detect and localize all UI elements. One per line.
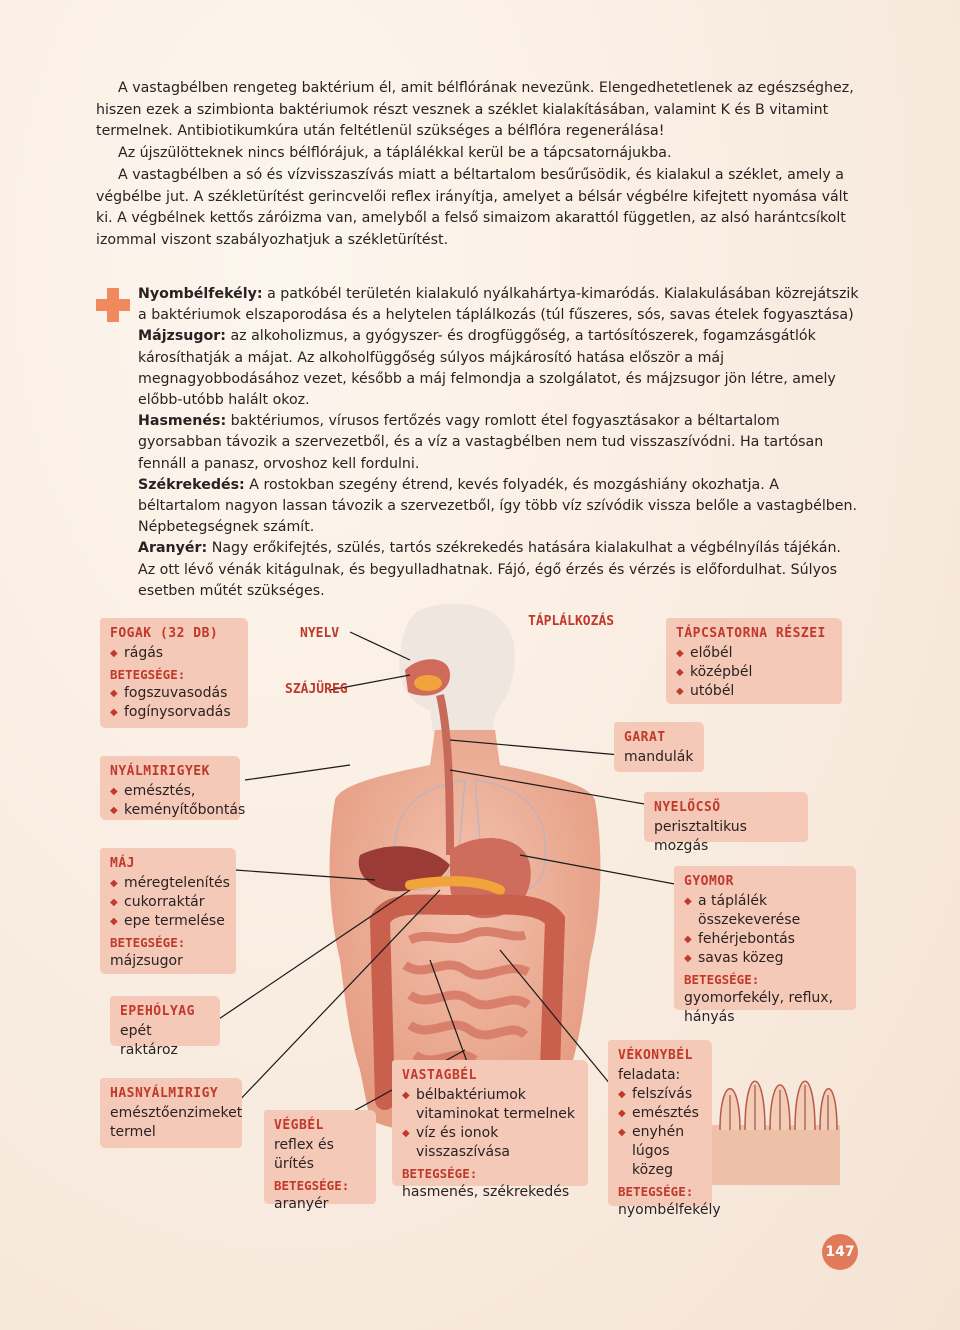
box-title: VÉKONYBÉL: [618, 1048, 693, 1063]
box-text: epét raktároz: [120, 1023, 178, 1058]
list-item: ◆ rágás: [110, 644, 238, 663]
box-title: HASNYÁLMIRIGY: [110, 1086, 219, 1101]
list-item: ◆ víz és ionok visszaszívása: [402, 1124, 578, 1162]
health-text: a patkóbél területén kialakuló nyálkahártya-kimaródás. Kialakulásában közrejátszik a baktériumok elszaporodása és a helytelen táplálkozás (túl fűszeres, sós, savas ételek fogyasztása): [138, 286, 859, 324]
box-title: GYOMOR: [684, 874, 734, 889]
box-text: aranyér: [274, 1196, 329, 1212]
box-text: mandulák: [624, 749, 694, 765]
list-item: ◆ felszívás: [618, 1085, 702, 1104]
intro-paragraph-2: Az újszülötteknek nincs bélflórájuk, a táplálékkal kerül be a tápcsatornájukba.: [118, 145, 672, 162]
health-text: A rostokban szegény étrend, kevés folyadék, és mozgáshiány okozhatja. A béltartalom nagyon lassan távozik a szervezetből, így több víz szívódik vissza belőle a vastagbélben. Népbetegségnek számít.: [138, 476, 858, 536]
box-garat: [614, 722, 704, 772]
box-text: perisztaltikus mozgás: [654, 819, 747, 854]
box-title: EPEHÓLYAG: [120, 1004, 195, 1019]
health-entry: [138, 284, 862, 326]
intro-text: [96, 78, 864, 252]
box-title: GARAT: [624, 730, 666, 745]
label-szajureg: SZÁJÜREG: [285, 682, 348, 697]
list-item: ◆ bélbaktériumok: [402, 1086, 578, 1105]
list-item: ◆ savas közeg: [684, 949, 846, 968]
label-nyelv: NYELV: [300, 626, 340, 641]
health-entry: [138, 538, 862, 602]
list-item: ◆ fogszuvasodás: [110, 684, 238, 703]
list-item: ◆ középbél: [676, 663, 832, 682]
box-title: TÁPCSATORNA RÉSZEI: [676, 626, 826, 641]
box-text: májzsugor: [110, 953, 183, 969]
health-term: Hasmenés:: [138, 413, 227, 430]
health-text: az alkoholizmus, a gyógyszer- és drogfüggőség, a tartósítószerek, fogamzásgátlók károsíthatják a májat. Az alkoholfüggőség súlyos májkárosító hatása először a máj megnagyobbodásához vezet, később a máj felmondja a szolgálatot, és májzsugor jön létre, amely előbb-utóbb halált okoz.: [138, 328, 836, 409]
health-entry: [138, 326, 862, 411]
box-tapcsatorna: [666, 618, 842, 704]
label-taplalkozas: TÁPLÁLKOZÁS: [528, 614, 615, 629]
box-subtitle: BETEGSÉGE:: [274, 1178, 350, 1193]
box-subtitle: BETEGSÉGE:: [684, 972, 760, 987]
box-epeholyag: [110, 996, 220, 1058]
health-text: baktériumos, vírusos fertőzés vagy romlott étel fogyasztásakor a béltartalom gyorsabban távozik a szervezetből, és a víz a vastagbélben nem tud visszaszívódni. Ha tartósan fennáll a panasz, orvoshoz kell fordulni.: [138, 413, 824, 472]
box-hasnyalmirigy: [100, 1078, 242, 1148]
box-title: MÁJ: [110, 856, 135, 871]
list-item: ◆ utóbél: [676, 682, 832, 701]
intro-paragraph-1: A vastagbélben rengeteg baktérium él, amit bélflórának nevezünk. Elengedhetetlenek az egészséghez, hiszen ezek a szimbionta baktériumok részt vesznek a széklet kialakításában, valamint K és B vitamint termelnek. Antibiotikumkúra után feltétlenül szükséges a bélflóra regenerálása!: [96, 80, 854, 140]
box-text: emésztőenzimeket: [110, 1105, 243, 1121]
list-item: ◆ keményítőbontás: [110, 801, 230, 820]
box-nyalmirigyek: [100, 756, 246, 820]
list-item: ◆ előbél: [676, 644, 832, 663]
health-section: [138, 284, 862, 602]
health-term: Májzsugor:: [138, 328, 226, 345]
box-title: NYELŐCSŐ: [654, 800, 721, 815]
health-text: Nagy erőkifejtés, szülés, tartós székrekedés hatására kialakulhat a végbélnyílás tájékán. Az ott lévő vénák kitágulnak, és begyulladhatnak. Fájó, égő érzés és vérzés is előfordulhat. Súlyos esetben műtét szükséges.: [138, 540, 841, 599]
box-text: hasmenés, székrekedés: [402, 1184, 570, 1200]
box-text: nyombélfekély: [618, 1202, 721, 1218]
health-term: Aranyér:: [138, 540, 208, 557]
health-cross-icon: [96, 288, 130, 322]
list-item: ◆ emésztés: [618, 1104, 702, 1123]
box-vastagbel: [392, 1060, 588, 1200]
box-text: reflex és ürítés: [274, 1137, 334, 1172]
intro-paragraph-3: A vastagbélben a só és vízvisszaszívás miatt a béltartalom besűrűsödik, és kialakul a széklet, amely a végbélbe jut. A székletürítést gerincvelői reflex irányítja, amelyet a bélsár végbélre kifejtett nyomása vált ki. A végbélnek kettős záróizma van, amelyből a felső simaizom akarattól független, az alsó harántcsíkolt izommal viszont szabályozhatjuk a székletürítést.: [96, 166, 849, 248]
box-text: gyomorfekély, reflux, hányás: [684, 990, 834, 1025]
list-item: ◆ cukorraktár: [110, 893, 226, 912]
list-item: ◆ méregtelenítés: [110, 874, 226, 893]
health-term: Nyombélfekély:: [138, 286, 263, 302]
list-item: ◆ emésztés,: [110, 782, 230, 801]
list-item: ◆ a táplálék összekeverése: [684, 892, 846, 930]
box-subtitle: BETEGSÉGE:: [618, 1184, 694, 1199]
list-item: ◆ fogínysorvadás: [110, 703, 238, 722]
box-title: VASTAGBÉL: [402, 1068, 477, 1083]
box-title: VÉGBÉL: [274, 1118, 324, 1133]
villi-illustration: [705, 1045, 850, 1195]
list-item: vitaminokat termelnek: [416, 1106, 575, 1122]
box-subtitle: BETEGSÉGE:: [402, 1166, 478, 1181]
box-subtitle: BETEGSÉGE:: [110, 667, 186, 682]
box-vekonybel: [608, 1040, 721, 1218]
page-number: 147: [822, 1234, 858, 1270]
list-item: ◆ enyhén: [618, 1123, 702, 1142]
box-text: termel: [110, 1124, 156, 1140]
box-vegbel: [264, 1110, 376, 1212]
list-item: ◆ epe termelése: [110, 912, 226, 931]
box-maj: [100, 848, 236, 974]
health-entry: [138, 411, 862, 475]
box-subtitle: BETEGSÉGE:: [110, 935, 186, 950]
box-nyelocso: [644, 792, 808, 854]
list-item: ◆ fehérjebontás: [684, 930, 846, 949]
box-fogak: [100, 618, 248, 728]
box-gyomor: [674, 866, 856, 1025]
health-entry: [138, 475, 862, 539]
box-text: feladata:: [618, 1067, 681, 1083]
health-term: Székrekedés:: [138, 476, 245, 493]
box-title: NYÁLMIRIGYEK: [110, 764, 210, 779]
list-item: lúgos közeg: [632, 1143, 674, 1178]
box-title: FOGAK (32 DB): [110, 626, 219, 641]
